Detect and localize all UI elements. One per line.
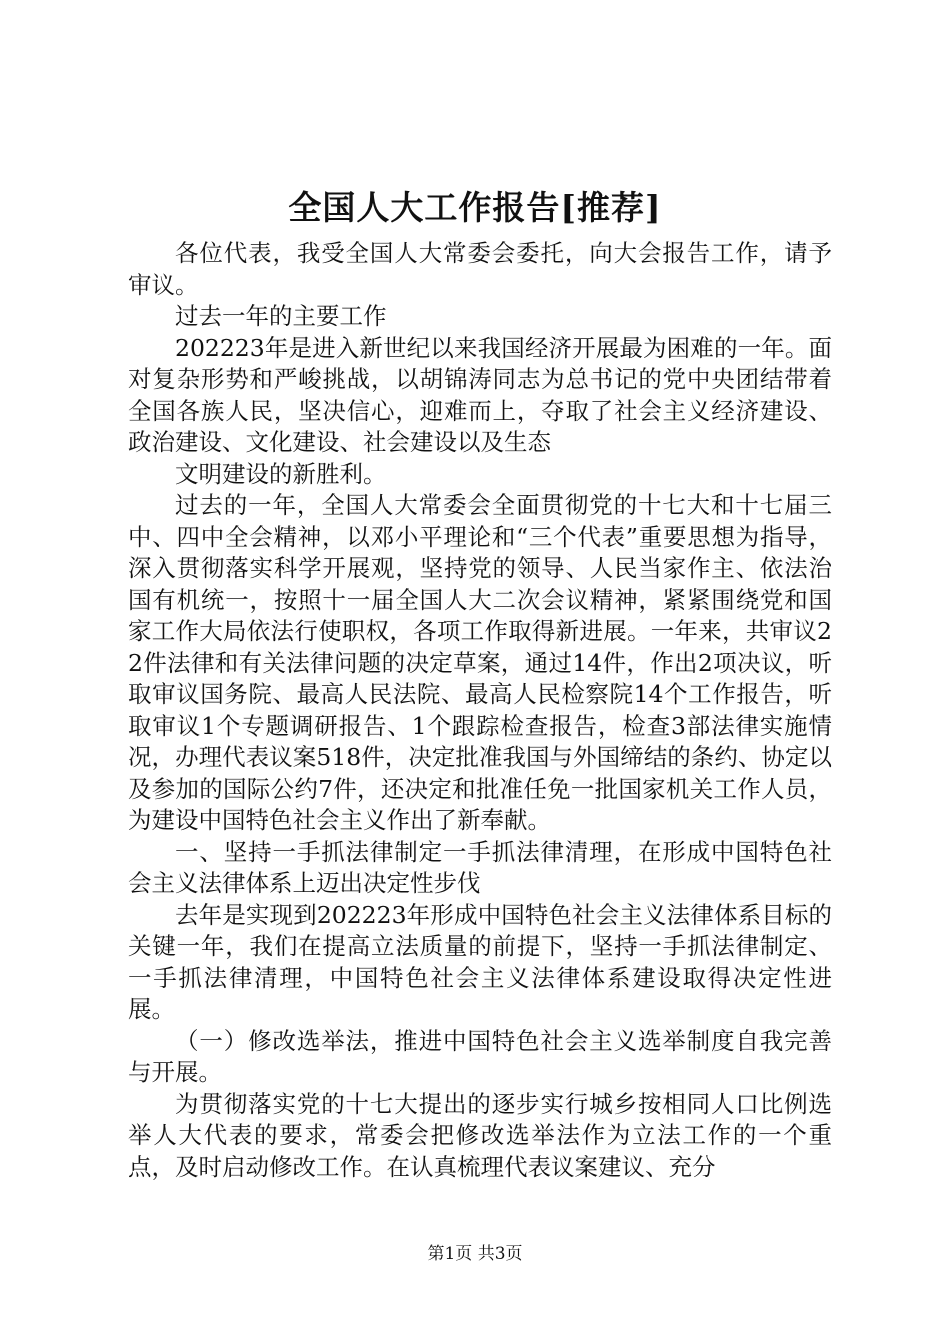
document-body	[128, 238, 832, 1183]
paragraph-election-law-detail: 为贯彻落实党的十七大提出的逐步实行城乡按相同人口比例选举人大代表的要求，常委会把修改选举法作为立法工作的一个重点，及时启动修改工作。在认真梳理代表议案建议、充分	[128, 1089, 832, 1181]
paragraph-heading-legislation: 一、坚持一手抓法律制定一手抓法律清理，在形成中国特色社会主义法律体系上迈出决定性步伐	[128, 837, 832, 897]
paragraph-greeting: 各位代表，我受全国人大常委会委托，向大会报告工作，请予审议。	[128, 239, 832, 299]
paragraph-committee-work: 过去的一年，全国人大常委会全面贯彻党的十七大和十七届三中、四中全会精神，以邓小平理论和“三个代表”重要思想为指导，深入贯彻落实科学开展观，坚持党的领导、人民当家作主、依法治国有机统一，按照十一届全国人大二次会议精神，紧紧围绕党和国家工作大局依法行使职权，各项工作取得新进展。一年来，共审议22件法律和有关法律问题的决定草案，通过14件，作出2项决议，听取审议国务院、最高人民法院、最高人民检察院14个工作报告，听取审议1个专题调研报告、1个跟踪检查报告，检查3部法律实施情况，办理代表议案518件，决定批准我国与外国缔结的条约、协定以及参加的国际公约7件，还决定和批准任免一批国家机关工作人员，为建设中国特色社会主义作出了新奉献。	[128, 491, 832, 834]
paragraph-year-summary-continued: 文明建设的新胜利。	[175, 459, 387, 488]
paragraph-year-summary: 202223年是进入新世纪以来我国经济开展最为困难的一年。面对复杂形势和严峻挑战，以胡锦涛同志为总书记的党中央团结带着全国各族人民，坚决信心，迎难而上，夺取了社会主义经济建设、政治建设、文化建设、社会建设以及生态	[128, 333, 832, 456]
document-title: 全国人大工作报告[推荐]	[288, 188, 662, 227]
paragraph-legal-system: 去年是实现到202223年形成中国特色社会主义法律体系目标的关键一年，我们在提高立法质量的前提下，坚持一手抓法律制定、一手抓法律清理，中国特色社会主义法律体系建设取得决定性进展。	[128, 900, 832, 1023]
page-footer: 第1页 共3页	[427, 1244, 523, 1264]
paragraph-subheading-election-law: （一）修改选举法，推进中国特色社会主义选举制度自我完善与开展。	[128, 1026, 832, 1086]
paragraph-section-heading: 过去一年的主要工作	[175, 302, 387, 330]
